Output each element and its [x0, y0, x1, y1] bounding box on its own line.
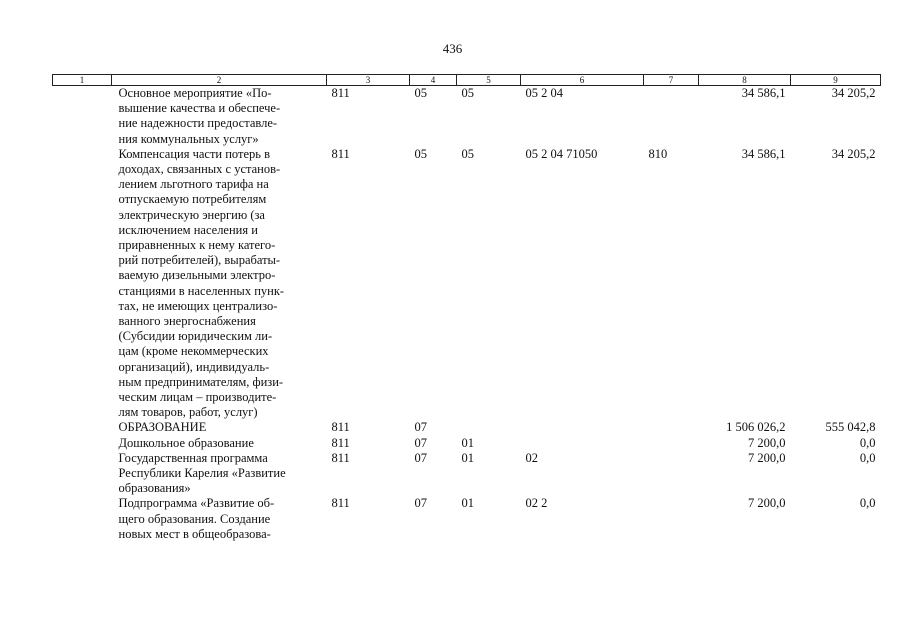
cell-amount-2: 0,0	[859, 435, 876, 450]
cell-section: 05	[414, 146, 427, 161]
item-name-line: образования»	[118, 481, 191, 496]
item-name	[112, 420, 327, 435]
cell-amount-1: 7 200,0	[748, 496, 786, 511]
cell-col1	[53, 451, 112, 497]
cell-amount-2: 34 205,2	[831, 146, 876, 161]
item-name-line: вышение качества и обеспече-	[118, 101, 281, 116]
cell-amount-1: 34 586,1	[741, 146, 786, 161]
item-name-line: организаций), индивидуаль-	[118, 359, 270, 374]
item-name-line: Основное мероприятие «По-	[118, 86, 272, 100]
column-number: 8	[699, 75, 791, 86]
cell-section: 05	[414, 86, 427, 100]
item-name-line: новых мест в общеобразова-	[118, 526, 271, 541]
cell-col1	[53, 496, 112, 542]
item-name	[112, 496, 327, 542]
cell-section: 07	[414, 420, 427, 435]
item-name-line: щего образования. Создание	[118, 511, 271, 526]
cell-section: 07	[414, 450, 427, 465]
cell-target-article: 02 2	[525, 496, 548, 511]
cell-amount-2: 0,0	[859, 496, 876, 511]
cell-expense-type	[644, 86, 699, 147]
item-name	[112, 86, 327, 147]
cell-expense-type: 810	[648, 146, 668, 161]
item-name-line: цам (кроме некоммерческих	[118, 344, 269, 359]
cell-col1	[53, 436, 112, 451]
cell-expense-type	[644, 496, 699, 542]
item-name-line: лям товаров, работ, услуг)	[118, 405, 258, 420]
cell-subsection: 01	[461, 496, 474, 511]
table-row	[53, 420, 881, 435]
item-name-line: отпускаемую потребителям	[118, 192, 267, 207]
item-name-line: исключением населения и	[118, 222, 258, 237]
cell-admin-code: 811	[331, 420, 350, 435]
item-name-line: Дошкольное образование	[118, 435, 254, 450]
column-number: 9	[791, 75, 881, 86]
column-number: 5	[457, 75, 521, 86]
table-row	[53, 436, 881, 451]
cell-expense-type	[644, 436, 699, 451]
item-name-line: Компенсация части потерь в	[118, 146, 270, 161]
cell-amount-2: 34 205,2	[831, 86, 876, 100]
budget-table	[52, 74, 881, 542]
item-name-line: ваемую дизельными электро-	[118, 268, 276, 283]
cell-target-article: 02	[525, 450, 538, 465]
page-number: 436	[442, 41, 463, 56]
cell-amount-2: 555 042,8	[825, 420, 876, 435]
cell-admin-code: 811	[331, 496, 350, 511]
column-number: 3	[327, 75, 410, 86]
cell-admin-code: 811	[331, 86, 350, 100]
column-number: 6	[521, 75, 644, 86]
cell-amount-1: 1 506 026,2	[726, 420, 786, 435]
cell-section: 07	[414, 435, 427, 450]
cell-amount-2: 0,0	[859, 450, 876, 465]
cell-col1	[53, 420, 112, 435]
cell-amount-1: 7 200,0	[748, 435, 786, 450]
item-name-line: ным предпринимателям, физи-	[118, 374, 284, 389]
item-name-line: (Субсидии юридическим ли-	[118, 329, 273, 344]
table-row	[53, 451, 881, 497]
cell-subsection: 05	[461, 146, 474, 161]
item-name-line: станциями в населенных пунк-	[118, 283, 285, 298]
item-name-line: ОБРАЗОВАНИЕ	[118, 420, 207, 435]
cell-admin-code: 811	[331, 450, 350, 465]
table-row	[53, 86, 881, 147]
table-row	[53, 147, 881, 421]
cell-target-article	[521, 420, 644, 435]
column-number-row	[53, 75, 881, 86]
column-number: 4	[410, 75, 457, 86]
cell-amount-1: 7 200,0	[748, 450, 786, 465]
cell-col1	[53, 86, 112, 147]
item-name-line: рий потребителей), вырабаты-	[118, 253, 281, 268]
table-body	[53, 86, 881, 543]
item-name-line: приравненных к нему катего-	[118, 238, 276, 253]
item-name	[112, 451, 327, 497]
cell-subsection	[457, 420, 521, 435]
cell-subsection: 01	[461, 435, 474, 450]
item-name-line: лением льготного тарифа на	[118, 177, 269, 192]
item-name-line: Подпрограмма «Развитие об-	[118, 496, 275, 511]
item-name-line: тах, не имеющих централизо-	[118, 298, 278, 313]
column-number: 2	[112, 75, 327, 86]
item-name-line: ческим лицам – производите-	[118, 390, 277, 405]
item-name-line: электрическую энергию (за	[118, 207, 265, 222]
column-number: 1	[53, 75, 112, 86]
cell-col1	[53, 147, 112, 421]
cell-admin-code: 811	[331, 146, 350, 161]
item-name	[112, 147, 327, 421]
item-name-line: ния коммунальных услуг»	[118, 131, 259, 146]
cell-target-article: 05 2 04	[525, 86, 563, 100]
item-name-line: Республики Карелия «Развитие	[118, 466, 286, 481]
cell-amount-1: 34 586,1	[741, 86, 786, 100]
item-name-line: доходах, связанных с установ-	[118, 162, 281, 177]
cell-subsection: 05	[461, 86, 474, 100]
cell-target-article: 05 2 04 71050	[525, 146, 598, 161]
table-row	[53, 496, 881, 542]
item-name-line: ние надежности предоставле-	[118, 116, 278, 131]
cell-expense-type	[644, 451, 699, 497]
cell-target-article	[521, 436, 644, 451]
column-number: 7	[644, 75, 699, 86]
item-name	[112, 436, 327, 451]
cell-section: 07	[414, 496, 427, 511]
item-name-line: ванного энергоснабжения	[118, 314, 256, 329]
cell-subsection: 01	[461, 450, 474, 465]
item-name-line: Государственная программа	[118, 450, 268, 465]
cell-admin-code: 811	[331, 435, 350, 450]
cell-expense-type	[644, 420, 699, 435]
